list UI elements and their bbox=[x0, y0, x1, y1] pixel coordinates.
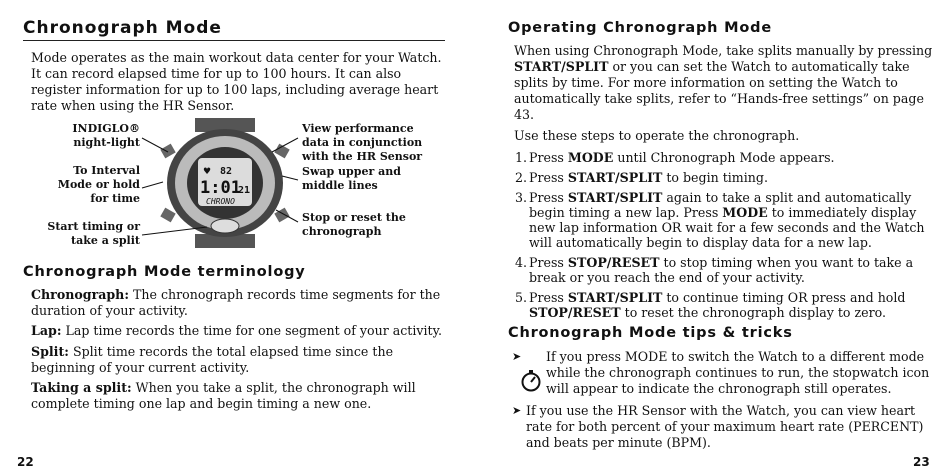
label-start: Start timing or take a split bbox=[47, 220, 140, 247]
term-chronograph: Chronograph: The chronograph records time segments for the duration of your activity. bbox=[31, 287, 441, 318]
heart-icon: ♥ bbox=[203, 167, 212, 177]
term-taking-split: Taking a split: When you take a split, the chronograph will complete timing one lap and begin timing a new one. bbox=[31, 380, 416, 411]
term-lap: Lap: Lap time records the time for one segment of your activity. bbox=[31, 323, 443, 338]
label-stop: Stop or reset the chronograph bbox=[302, 211, 406, 238]
label-view: View performance data in conjunction with the HR Sensor bbox=[302, 122, 423, 163]
terminology-heading: Chronograph Mode terminology bbox=[23, 264, 306, 280]
page-number-left: 22 bbox=[17, 455, 34, 469]
page-number-right: 23 bbox=[913, 455, 930, 469]
tip-two: If you use the HR Sensor with the Watch, you can view heart rate for both percent of your maximum heart rate (PERCENT) and beats per minute (BPM). bbox=[526, 403, 924, 450]
label-indiglo: INDIGLO® night-light bbox=[72, 122, 140, 149]
watch-main-readout: 1:01 bbox=[200, 178, 241, 198]
tips-heading: Chronograph Mode tips & tricks bbox=[508, 325, 793, 341]
tip-one: If you press MODE to switch the Watch to a different mode while the chronograph continues to run, the stopwatch icon will appear to indicate the chronograph still operates. bbox=[546, 349, 930, 396]
operating-heading: Operating Chronograph Mode bbox=[508, 20, 772, 36]
watch-top-readout: 82 bbox=[220, 166, 233, 177]
list-item: 4. Press STOP/RESET to stop timing when you want to take a break or you reach the end of your activity. bbox=[515, 255, 914, 285]
list-item: 1. Press MODE until Chronograph Mode appears. bbox=[515, 150, 835, 165]
page-title: Chronograph Mode bbox=[23, 18, 222, 38]
watch-sub-readout: 21 bbox=[238, 185, 251, 196]
term-split: Split: Split time records the total elapsed time since the beginning of your current activity. bbox=[31, 344, 394, 375]
list-item: 2. Press START/SPLIT to begin timing. bbox=[515, 170, 768, 185]
bullet-arrow-icon: ➤ bbox=[512, 350, 522, 363]
label-interval: To Interval Mode or hold for time bbox=[57, 164, 140, 205]
intro-paragraph: Mode operates as the main workout data center for your Watch. It can record elapsed time for up to 100 hours. It can also register information for up to 100 laps, including average heart rate when using the HR Sensor. bbox=[31, 50, 442, 113]
watch-mode-readout: CHRONO bbox=[206, 197, 235, 206]
label-swap: Swap upper and middle lines bbox=[302, 165, 401, 192]
list-item: 3. Press START/SPLIT again to take a split and automatically begin timing a new lap. Press MODE to immediately display new lap information OR wait for a few seconds and the Watch will automatically begin to display data for a new lap. bbox=[515, 190, 925, 250]
bullet-arrow-icon: ➤ bbox=[512, 404, 522, 417]
list-item: 5. Press START/SPLIT to continue timing OR press and hold STOP/RESET to reset the chronograph display to zero. bbox=[515, 290, 906, 320]
steps-list bbox=[515, 150, 935, 325]
operating-intro: When using Chronograph Mode, take splits manually by pressing START/SPLIT or you can set the Watch to automatically take splits by time. For more information on setting the Watch to automatically take splits, refer to “Hands-free settings” on page 43. bbox=[514, 43, 933, 122]
use-steps-text: Use these steps to operate the chronograph. bbox=[514, 128, 800, 143]
